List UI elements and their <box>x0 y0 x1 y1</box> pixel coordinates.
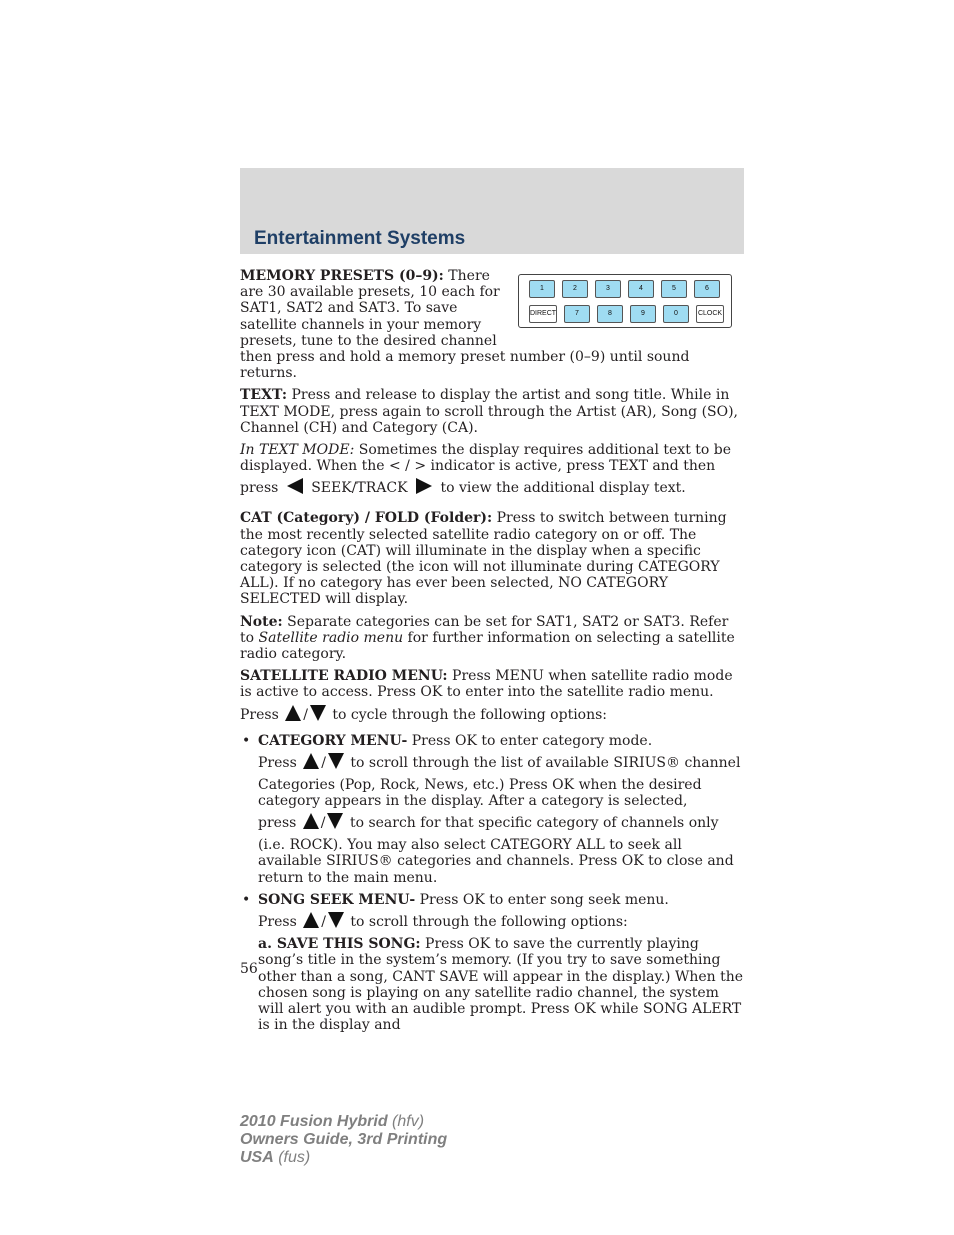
left-arrow-icon <box>287 478 303 494</box>
category-menu-text: Press OK to enter category mode. <box>407 732 653 749</box>
footer-model-code: (hfv) <box>387 1113 425 1130</box>
satellite-menu-press-line <box>240 705 744 725</box>
clock-key: CLOCK <box>696 305 724 323</box>
document-footer <box>240 1113 447 1167</box>
section-title: Entertainment Systems <box>254 228 466 249</box>
note-text-2: for further information on selecting a satellite radio category. <box>240 629 735 663</box>
footer-line-1 <box>240 1113 447 1131</box>
footer-line-2 <box>240 1131 447 1149</box>
song-seek-press-line <box>258 912 744 932</box>
category-menu-press-line <box>258 753 744 773</box>
press-word: Press <box>258 754 297 771</box>
save-this-song-text: Press OK to save the currently playing song’s title in the system’s memory. (If you try to save something other than a song, CANT SAVE will appear in the display.) When the chosen song is playing on any satellite radio channel, the system will alert you with an audible prompt. Press OK while SONG ALERT is in the display and <box>258 936 744 1034</box>
preset-key-5: 5 <box>661 280 687 298</box>
preset-key-8: 8 <box>597 305 623 323</box>
down-arrow-icon <box>328 753 344 769</box>
note-text-1: Separate categories can be set for SAT1, SAT2 or SAT3. Refer to <box>240 613 729 646</box>
category-paragraph <box>240 510 744 607</box>
up-arrow-icon <box>303 813 319 829</box>
footer-model: 2010 Fusion Hybrid <box>240 1113 388 1130</box>
keypad-row-2 <box>529 305 724 323</box>
memory-presets-label: MEMORY PRESETS (0–9): <box>240 268 444 284</box>
footer-line-3 <box>240 1149 447 1167</box>
page-content <box>240 268 744 1039</box>
keypad-row-1 <box>529 280 720 298</box>
bullet-dot: • <box>242 891 251 908</box>
text-description: Press and release to display the artist and song title. While in TEXT MODE, press again to scroll through the Artist (AR), Song (SO), Channel (CH) and Category (CA). <box>240 387 739 436</box>
song-seek-menu-text: Press OK to enter song seek menu. <box>415 891 669 908</box>
up-arrow-icon <box>285 705 301 721</box>
memory-presets-text: There are 30 available presets, 10 each for SAT1, SAT2 and SAT3. To save satellite channels in your memory presets, tune to the desired channel then press and hold a memory preset number (0–9) until sound returns. <box>240 268 690 382</box>
preset-key-6: 6 <box>694 280 720 298</box>
preset-key-2: 2 <box>562 280 588 298</box>
preset-key-7: 7 <box>564 305 590 323</box>
press-word: press <box>258 815 297 832</box>
seek-track-line <box>240 478 744 498</box>
category-label: CAT (Category) / FOLD (Folder): <box>240 510 493 527</box>
seek-track-after: to view the additional display text. <box>440 480 686 497</box>
preset-key-3: 3 <box>595 280 621 298</box>
down-arrow-icon <box>310 705 326 721</box>
note-label: Note: <box>240 613 283 630</box>
category-search-after: to search for that specific category of channels only <box>349 815 719 832</box>
down-arrow-icon <box>328 912 344 928</box>
seek-track-label: SEEK/TRACK <box>311 480 408 497</box>
page-number: 56 <box>240 961 258 977</box>
category-menu-bullet <box>240 733 744 886</box>
save-this-song-paragraph <box>258 936 744 1033</box>
right-arrow-icon <box>416 478 432 494</box>
press-word: Press <box>258 914 297 931</box>
note-italic-ref: Satellite radio menu <box>258 629 404 646</box>
footer-region-code: (fus) <box>273 1149 311 1166</box>
up-arrow-icon <box>303 912 319 928</box>
category-text: Press to switch between turning the most recently selected satellite radio category on or off. The category icon (CAT) will illuminate in the display when a specific category is selected (the icon will not illuminate during CATEGORY ALL). If no category has ever been selected, NO CATEGORY SELECTED will display. <box>240 510 727 608</box>
note-paragraph <box>240 614 744 663</box>
slash: / <box>303 706 308 723</box>
song-seek-menu-bullet <box>240 892 744 1033</box>
category-menu-label: CATEGORY MENU- <box>258 732 408 749</box>
press-word: Press <box>240 706 279 723</box>
preset-key-1: 1 <box>529 280 555 298</box>
text-mode-paragraph <box>240 442 744 474</box>
text-mode-text: Sometimes the display requires additional text to be displayed. When the < / > indicator is active, press TEXT and then <box>240 442 732 475</box>
bullet-dot: • <box>242 732 251 749</box>
direct-key: DIRECT <box>529 305 557 323</box>
satellite-menu-text: Press MENU when satellite radio mode is active to access. Press OK to enter into the satellite radio menu. <box>240 668 733 701</box>
slash: / <box>321 754 326 771</box>
footer-region: USA <box>240 1149 274 1166</box>
satellite-menu-label: SATELLITE RADIO MENU: <box>240 668 448 685</box>
preset-key-0: 0 <box>663 305 689 323</box>
song-seek-menu-label: SONG SEEK MENU- <box>258 891 416 908</box>
preset-key-4: 4 <box>628 280 654 298</box>
category-search-press-line <box>258 813 744 833</box>
slash: / <box>320 815 326 832</box>
category-menu-continuation: Categories (Pop, Rock, News, etc.) Press OK when the desired category appears in the display. After a category is selected, <box>258 776 702 810</box>
slash: / <box>321 914 326 931</box>
down-arrow-icon <box>327 813 343 829</box>
satellite-menu-after: to cycle through the following options: <box>332 706 608 723</box>
category-menu-after: to scroll through the list of available SIRIUS® channel <box>350 754 741 771</box>
section-header-band <box>240 168 744 254</box>
footer-guide: Owners Guide, 3rd Printing <box>240 1131 448 1148</box>
press-word: press <box>240 480 279 497</box>
up-arrow-icon <box>303 753 319 769</box>
save-this-song-label: a. SAVE THIS SONG: <box>258 936 421 953</box>
text-label: TEXT: <box>240 387 288 404</box>
satellite-menu-paragraph <box>240 668 744 700</box>
song-seek-after: to scroll through the following options: <box>350 914 628 931</box>
category-menu-continuation-2: (i.e. ROCK). You may also select CATEGORY ALL to seek all available SIRIUS® categories and channels. Press OK to close and return to the main menu. <box>258 837 734 886</box>
text-mode-label: In TEXT MODE: <box>240 442 355 459</box>
radio-preset-keypad-illustration <box>518 274 732 328</box>
text-paragraph <box>240 387 744 436</box>
preset-key-9: 9 <box>630 305 656 323</box>
